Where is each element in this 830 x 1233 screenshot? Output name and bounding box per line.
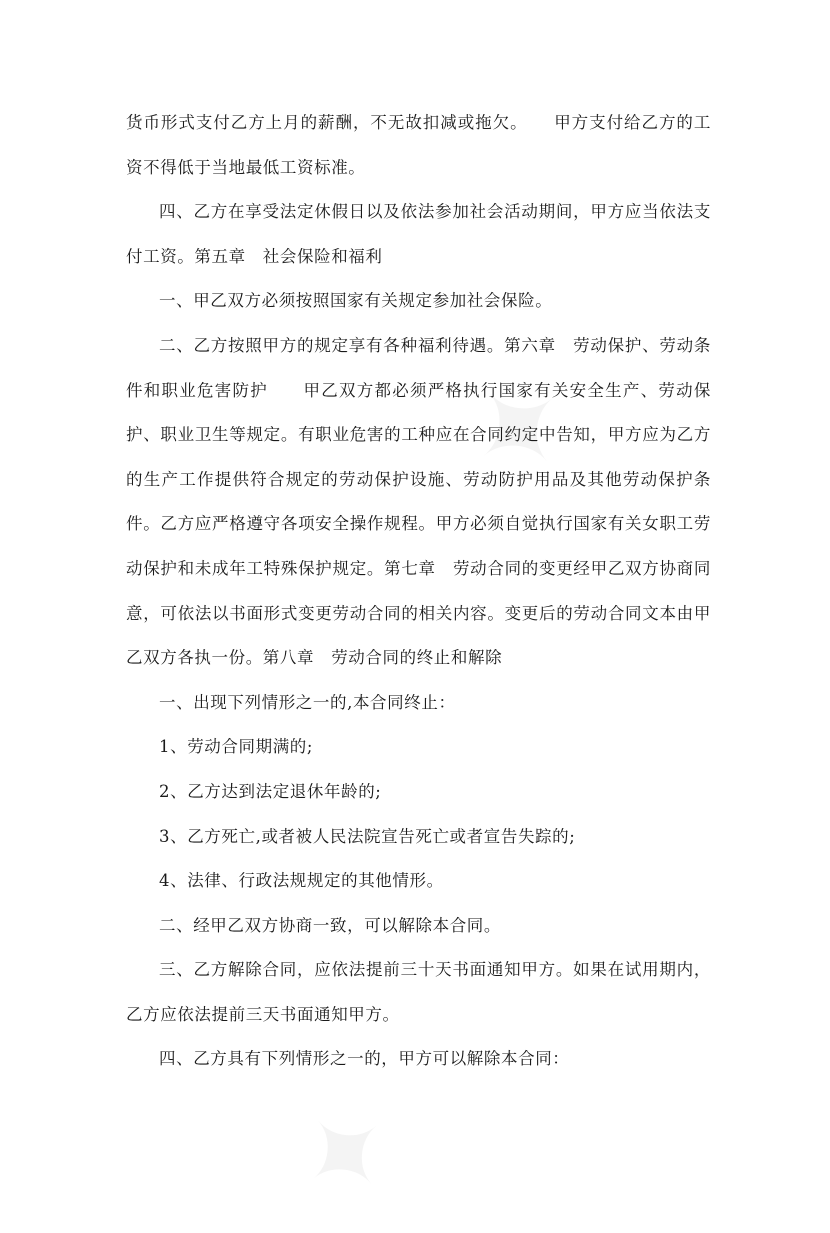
document-body (126, 101, 711, 1082)
list-item: 3、乙方死亡,或者被人民法院宣告死亡或者宣告失踪的; (159, 826, 576, 846)
paragraph: 二、经甲乙双方协商一致，可以解除本合同。 (159, 915, 501, 935)
paragraph: 货币形式支付乙方上月的薪酬，不无故扣减或拖欠。 甲方支付给乙方的工资不得低于当地最低工资标准。 (126, 113, 711, 177)
list-item: 4、法律、行政法规规定的其他情形。 (159, 871, 444, 891)
paragraph: 一、甲乙双方必须按照国家有关规定参加社会保险。 (159, 291, 553, 311)
paragraph: 四、乙方具有下列情形之一的，甲方可以解除本合同： (159, 1049, 570, 1069)
paragraph: 四、乙方在享受法定休假日以及依法参加社会活动期间，甲方应当依法支付工资。第五章 社会保险和福利 (126, 202, 711, 266)
list-item: 2、乙方达到法定退休年龄的; (159, 781, 382, 801)
list-item: 1、劳动合同期满的; (159, 737, 314, 757)
paragraph: 一、出现下列情形之一的,本合同终止： (159, 692, 456, 712)
watermark (270, 1075, 423, 1232)
paragraph: 二、乙方按照甲方的规定享有各种福利待遇。第六章 劳动保护、劳动条件和职业危害防护 甲乙双方都必须严格执行国家有关安全生产、劳动保护、职业卫生等规定。有职业危害的工种应在合同约定中告知，甲方应为乙方的生产工作提供符合规定的劳动保护设施、劳动防护用品及其他劳动保护条件。乙方应严格遵守各项安全操作规程。甲方必须自觉执行国家有关女职工劳动保护和未成年工特殊保护规定。第七章 劳动合同的变更经甲乙双方协商同意，可依法以书面形式变更劳动合同的相关内容。变更后的劳动合同文本由甲乙双方各执一份。第八章 劳动合同的终止和解除 (126, 335, 711, 668)
paragraph: 三、乙方解除合同，应依法提前三十天书面通知甲方。如果在试用期内，乙方应依法提前三天书面通知甲方。 (126, 960, 711, 1024)
